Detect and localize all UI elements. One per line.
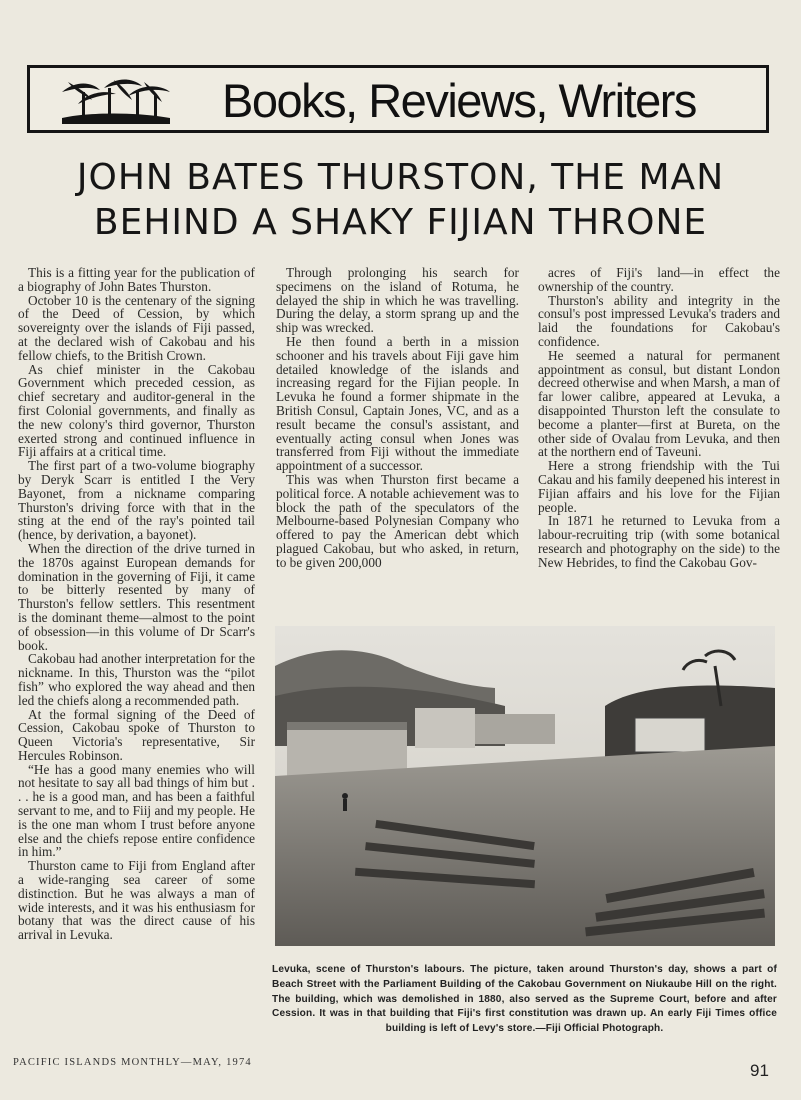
paragraph: October 10 is the centenary of the signing of the Deed of Cession, by which sovereignty over the islands of Fiji passed, at the declared wish of Cakobau and his fellow chiefs, to the British Crown. xyxy=(18,292,255,363)
article-column-3 xyxy=(538,266,780,570)
paragraph: As chief minister in the Cakobau Government which preceded cession, as chief secretary and auditor-general in the first Colonial governments, and finally as the new colony's third governor, Thurston exerted strong and continued influence in Fiji affairs at a critical time. xyxy=(18,361,255,460)
palm-tree-island-icon xyxy=(58,74,174,128)
paragraph: Here a strong friendship with the Tui Cakau and his family deepened his interest in Fijian affairs and his love for the Fijian people. xyxy=(538,458,780,515)
section-banner xyxy=(27,65,769,133)
paragraph: Cakobau had another interpretation for the nickname. In this, Thurston was the “pilot fish” who explored the way ahead and then led the chiefs along a recommended path. xyxy=(18,651,255,708)
paragraph: “He has a good many enemies who will not hesitate to say all bad things of him but . . . he is a good man, and has been a faithful servant to me, and to Fiij and my people. He is the one man whom I trust before anyone else and the chiefs repose entire confidence in him.” xyxy=(18,761,255,860)
paragraph: He then found a berth in a mission schooner and his travels about Fiji gave him detailed knowledge of the islands and increasing regard for the Fijian people. In Levuka he found a former shipmate in the British Consul, Captain Jones, VC, and as a result became the consul's assistant, and eventually acting consul when Jones was transferred from Fiji without the immediate appointment of a successor. xyxy=(276,333,519,474)
article-column-1 xyxy=(18,266,255,942)
paragraph: Through prolonging his search for specimens on the island of Rotuma, he delayed the ship in which he was travelling. During the delay, a storm sprang up and the ship was wrecked. xyxy=(276,265,519,336)
paragraph: In 1871 he returned to Levuka from a labour-recruiting trip (with some botanical research and photography on the side) to the New Hebrides, to find the Cakobau Gov- xyxy=(538,513,780,570)
paragraph: When the direction of the drive turned in the 1870s against European demands for domination in the governing of Fiji, it came to be bitterly resented by many of Thurston's fellow settlers. This resentment is the dominant theme—almost to the point of obsession—in this volume of Dr Scarr's book. xyxy=(18,540,255,653)
paragraph: He seemed a natural for permanent appointment as consul, but distant London decreed otherwise and when Marsh, a man of far lower calibre, appeared at Levuka, a disappointed Thurston left the consulate to become a planter—first at Bureta, on the other side of Ovalau from Levuka, and then at the northern end of Taveuni. xyxy=(538,347,780,460)
paragraph: Thurston came to Fiji from England after a wide-ranging sea career of some distinction. But he was always a man of wide interests, and it was his enthusiasm for botany that was the direct cause of his arrival in Levuka. xyxy=(18,858,255,943)
paragraph: The first part of a two-volume biography by Deryk Scarr is entitled I the Very Bayonet, from a nickname comparing Thurston's driving force with that in the sting at the end of the ray's pointed tail (hence, by derivation, a bayonet). xyxy=(18,458,255,543)
paragraph: This was when Thurston first became a political force. A notable achievement was to block the path of the speculators of the Melbourne-based Polynesian Company who offered to pay the American debt which plagued Cakobau, but who asked, in return, to be given 200,000 xyxy=(276,471,519,570)
paragraph: This is a fitting year for the publication of a biography of John Bates Thurston. xyxy=(18,265,255,294)
photo-caption: Levuka, scene of Thurston's labours. The picture, taken around Thurston's day, shows a part of Beach Street with the Parliament Building of the Cakobau Government on Niukaube Hill on the right. The building, which was demolished in 1880, also served as the Supreme Court, before and after Cession. It was in that building that Fiji's first constitution was drawn up. An early Fiji Times office building is left of Levy's store.—Fiji Official Photograph. xyxy=(272,964,777,1035)
paragraph: acres of Fiji's land—in effect the ownership of the country. xyxy=(538,265,780,294)
headline-line-2: BEHIND A SHAKY FIJIAN THRONE xyxy=(93,202,708,243)
historical-photo-levuka-beach-street xyxy=(275,626,775,946)
publication-footer: PACIFIC ISLANDS MONTHLY—MAY, 1974 xyxy=(13,1057,252,1068)
paragraph: At the formal signing of the Deed of Cession, Cakobau spoke of Thurston to Queen Victoria's representative, Sir Hercules Robinson. xyxy=(18,706,255,763)
headline-line-1: JOHN BATES THURSTON, THE MAN xyxy=(76,157,725,198)
paragraph: Thurston's ability and integrity in the consul's post impressed Levuka's traders and laid the foundations for Cakobau's confidence. xyxy=(538,292,780,349)
article-column-2 xyxy=(276,266,519,570)
section-title: Books, Reviews, Writers xyxy=(222,74,696,127)
page-number: 91 xyxy=(750,1061,769,1080)
